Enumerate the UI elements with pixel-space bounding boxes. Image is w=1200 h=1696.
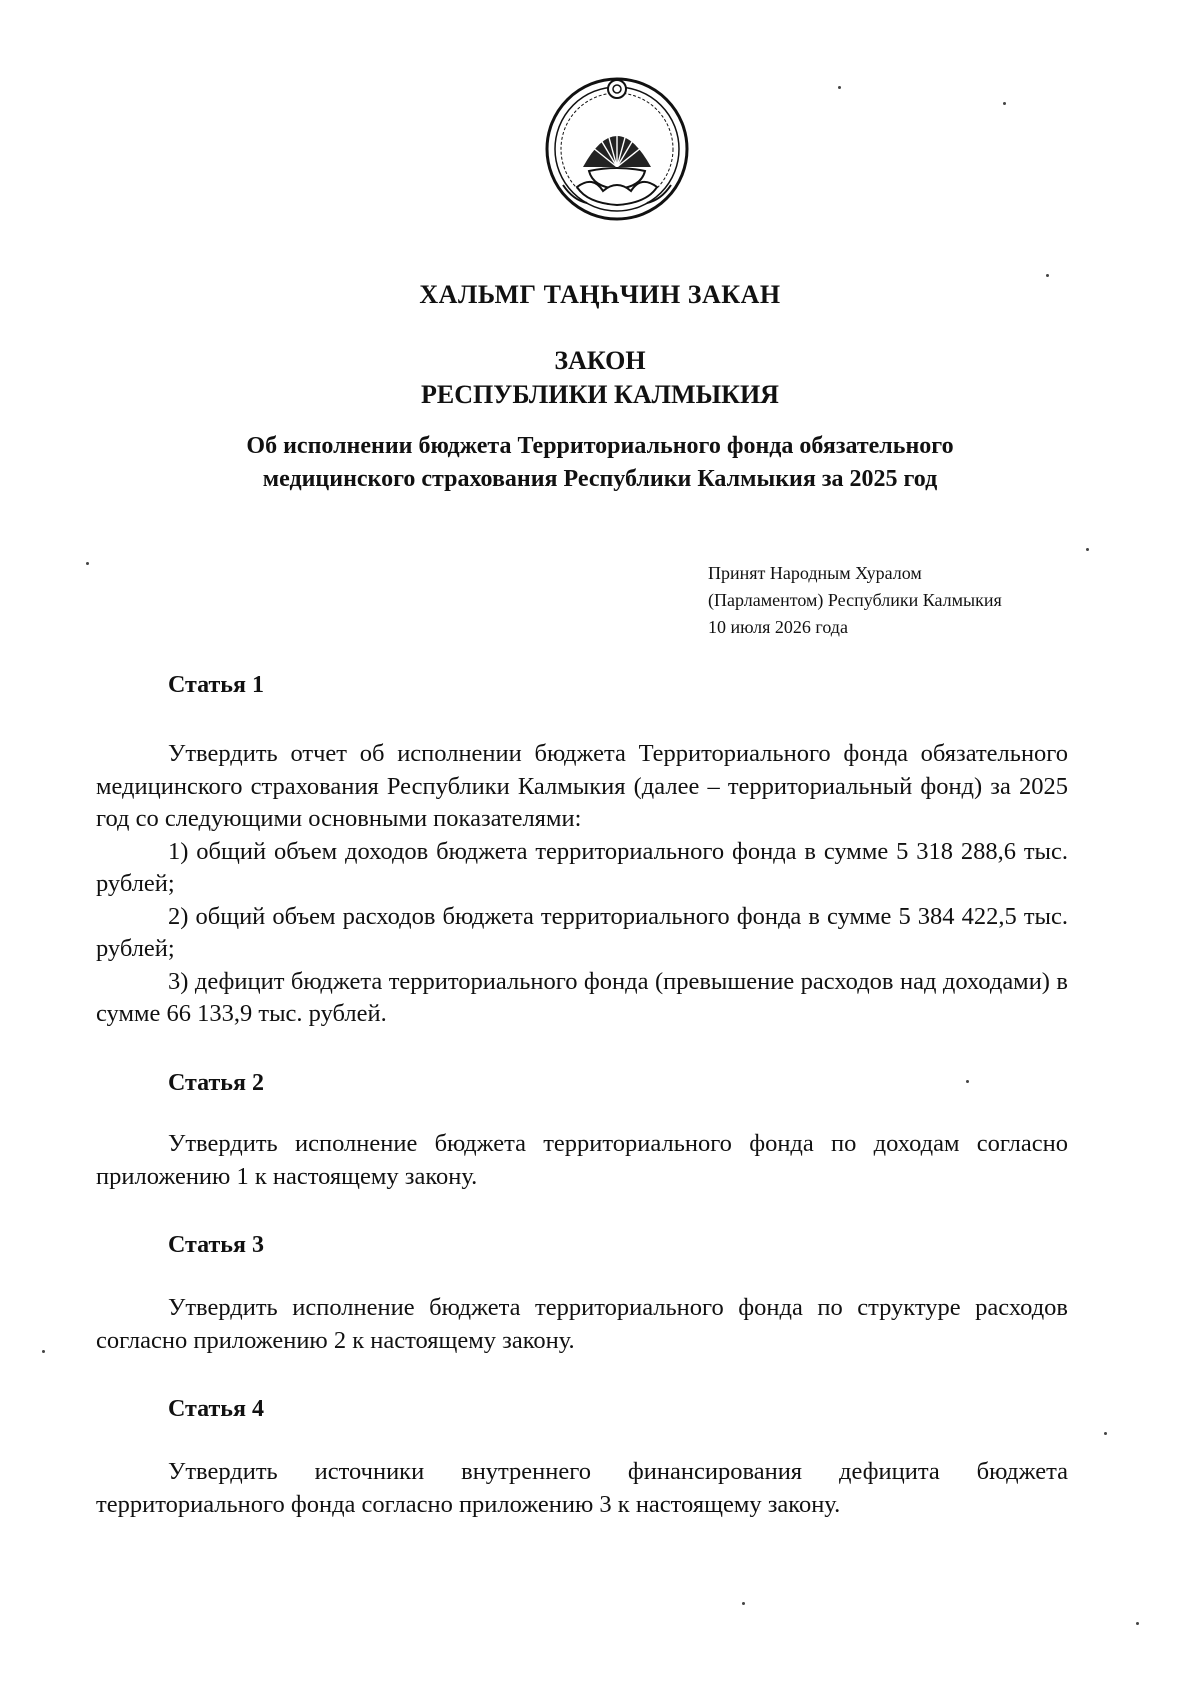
scan-speck: [1003, 102, 1006, 105]
title-line: Об исполнении бюджета Территориального фонда обязательного: [246, 433, 954, 459]
scan-speck: [838, 86, 841, 89]
article-1-heading: Статья 1: [168, 672, 264, 698]
scan-speck: [86, 562, 89, 565]
article-2-body: [96, 1128, 1068, 1193]
scan-speck: [742, 1602, 745, 1605]
article-4-body: [96, 1456, 1068, 1521]
article-3-body: [96, 1292, 1068, 1357]
law-label: ЗАКОН: [554, 346, 646, 375]
republic-label: РЕСПУБЛИКИ КАЛМЫКИЯ: [421, 380, 779, 409]
scan-speck: [1104, 1432, 1107, 1435]
scan-speck: [1086, 548, 1089, 551]
adoption-line: (Парламентом) Республики Калмыкия: [708, 590, 1002, 610]
article-1-body: [96, 738, 1068, 1031]
kalmyk-title: ХАЛЬМГ ТАҢҺЧИН ЗАКАН: [419, 280, 781, 309]
article-4-heading: Статья 4: [168, 1396, 264, 1422]
article-paragraph: 1) общий объем доходов бюджета территориального фонда в сумме 5 318 288,6 тыс. рублей;: [96, 837, 1068, 897]
title-line: медицинского страхования Республики Калмыкия за 2025 год: [262, 466, 938, 492]
document-title: [0, 430, 1200, 496]
article-paragraph: 2) общий объем расходов бюджета территориального фонда в сумме 5 384 422,5 тыс. рублей;: [96, 902, 1068, 962]
article-paragraph: 3) дефицит бюджета территориального фонда (превышение расходов над доходами) в сумме 66 133,9 тыс. рублей.: [96, 967, 1068, 1027]
scan-speck: [966, 1080, 969, 1083]
article-paragraph: Утвердить исполнение бюджета территориального фонда по структуре расходов согласно приложению 2 к настоящему закону.: [96, 1294, 1068, 1354]
adoption-date: 10 июля 2026 года: [708, 617, 848, 637]
scan-speck: [1136, 1622, 1139, 1625]
article-paragraph: Утвердить исполнение бюджета территориального фонда по доходам согласно приложению 1 к настоящему закону.: [96, 1130, 1068, 1190]
law-heading: [0, 344, 1200, 412]
adoption-line: Принят Народным Хуралом: [708, 563, 922, 583]
article-paragraph: Утвердить источники внутреннего финансирования дефицита бюджета территориального фонда согласно приложению 3 к настоящему закону.: [96, 1458, 1068, 1518]
article-paragraph: Утвердить отчет об исполнении бюджета Территориального фонда обязательного медицинского страхования Республики Калмыкия (далее – территориальный фонд) за 2025 год со следующими основными показателями:: [96, 740, 1068, 832]
article-3-heading: Статья 3: [168, 1232, 264, 1258]
article-2-heading: Статья 2: [168, 1070, 264, 1096]
scan-speck: [42, 1350, 45, 1353]
scan-speck: [1046, 274, 1049, 277]
adoption-note: [708, 560, 1002, 641]
republic-emblem-icon: [543, 75, 691, 223]
